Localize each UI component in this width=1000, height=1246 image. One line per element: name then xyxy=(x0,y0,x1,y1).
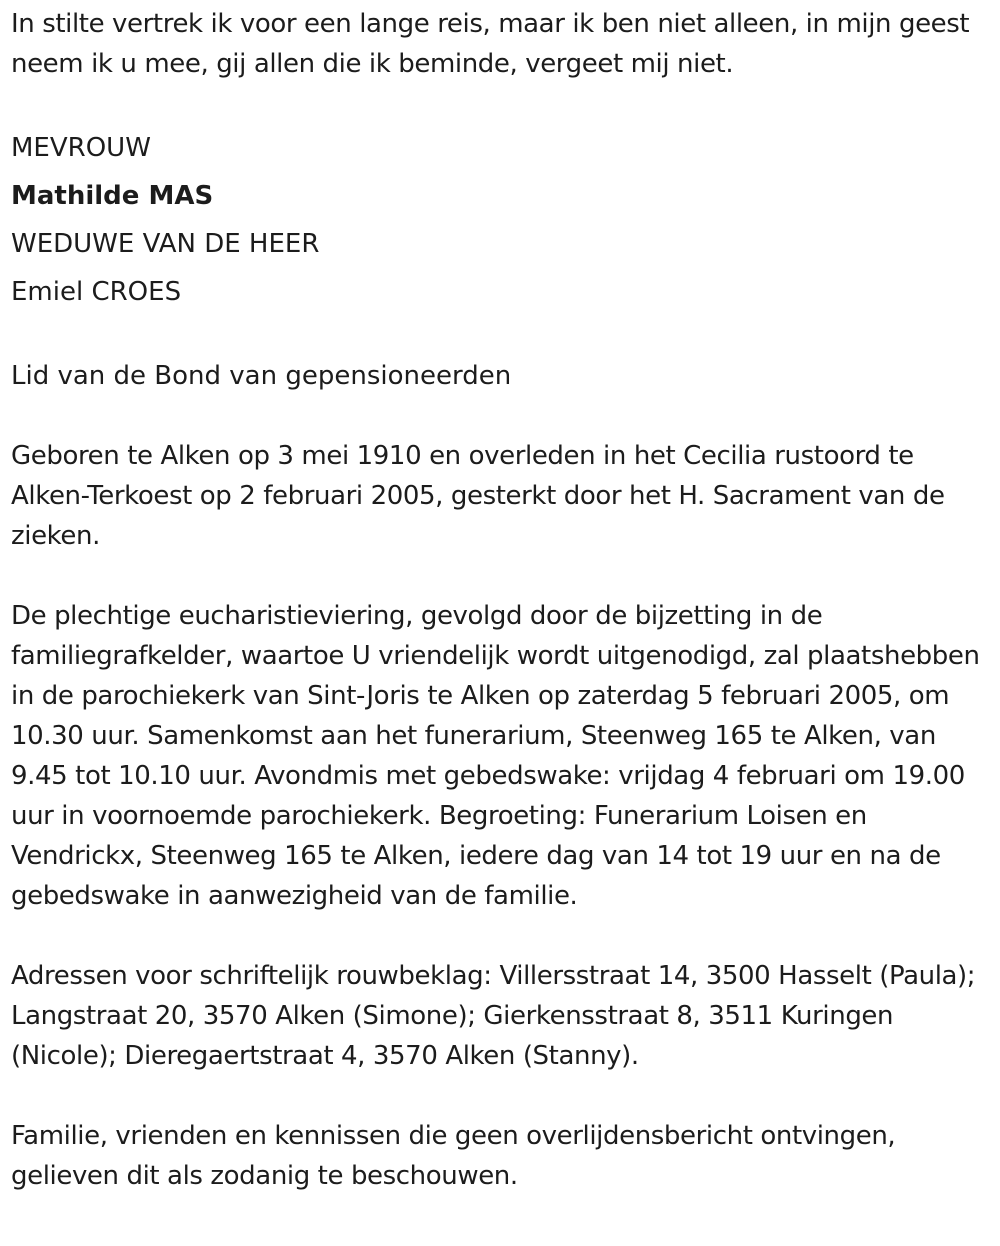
ceremony-paragraph: De plechtige eucharistieviering, gevolgd door de bijzetting in de familiegrafkelder, waartoe U vriendelijk wordt uitgenodigd, zal plaatshebben in de parochiekerk van Sint-Joris te Alken op zaterdag 5 februari 2005, om 10.30 uur. Samenkomst aan het funerarium, Steenweg 165 te Alken, van 9.45 tot 10.10 uur. Avondmis met gebedswake: vrijdag 4 februari om 19.00 uur in voornoemde parochiekerk. Begroeting: Funerarium Loisen en Vendrickx, Steenweg 165 te Alken, iedere dag van 14 tot 19 uur en na de gebedswake in aanwezigheid van de familie. xyxy=(11,601,980,911)
spacer xyxy=(11,396,990,436)
title-prefix: MEVROUW xyxy=(11,133,151,163)
spacer xyxy=(11,84,990,124)
spouse-name: Emiel CROES xyxy=(11,277,182,307)
addresses-paragraph: Adressen voor schriftelijk rouwbeklag: Villersstraat 14, 3500 Hasselt (Paula); Langstraat 20, 3570 Alken (Simone); Gierkensstraat 8, 3511 Kuringen (Nicole); Dieregaertstraat 4, 3570 Alken (Stanny). xyxy=(11,961,976,1071)
closing-paragraph: Familie, vrienden en kennissen die geen overlijdensbericht ontvingen, gelieven dit als zodanig te beschouwen. xyxy=(11,1121,896,1191)
spacer xyxy=(11,1076,990,1116)
spacer xyxy=(11,556,990,596)
spacer xyxy=(11,316,990,356)
deceased-block xyxy=(11,124,990,316)
membership-text: Lid van de Bond van gepensioneerden xyxy=(11,361,512,391)
intro-verse: In stilte vertrek ik voor een lange reis, maar ik ben niet alleen, in mijn geest neem ik u mee, gij allen die ik beminde, vergeet mij niet. xyxy=(11,9,970,79)
widow-of-label: WEDUWE VAN DE HEER xyxy=(11,229,320,259)
birth-death-paragraph: Geboren te Alken op 3 mei 1910 en overleden in het Cecilia rustoord te Alken-Terkoest op 2 februari 2005, gesterkt door het H. Sacrament van de zieken. xyxy=(11,441,945,551)
deceased-name: Mathilde MAS xyxy=(11,181,214,211)
spacer xyxy=(11,916,990,956)
